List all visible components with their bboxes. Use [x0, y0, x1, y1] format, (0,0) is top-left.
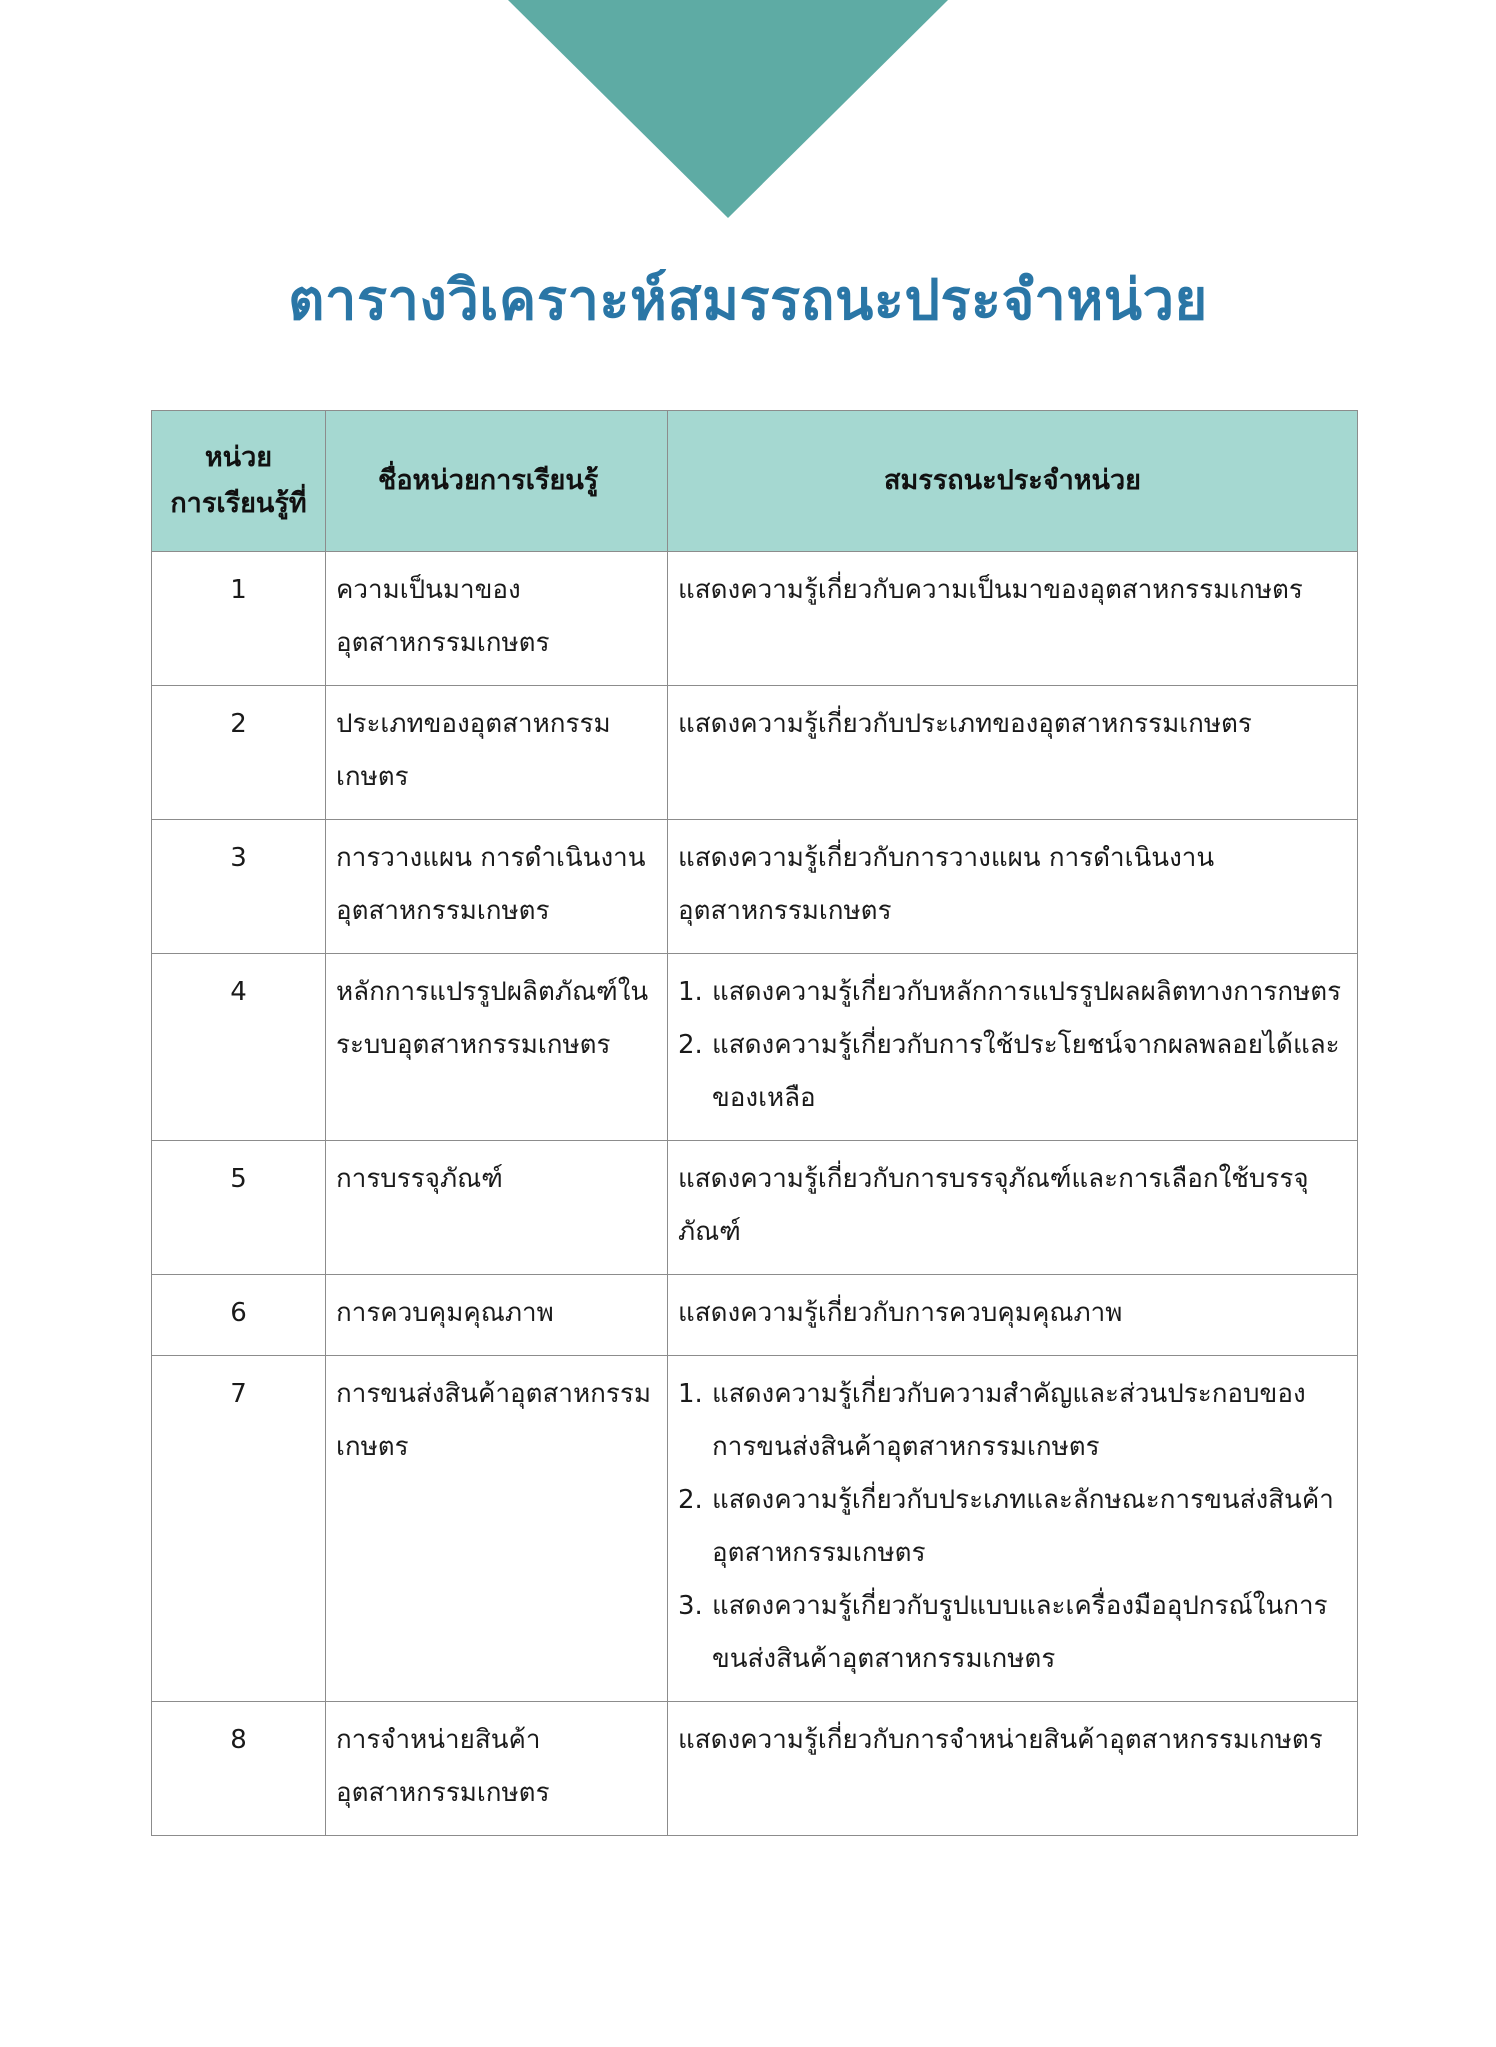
header-competency: สมรรถนะประจำหน่วย: [668, 411, 1358, 552]
unit-name-cell: ประเภทของอุตสาหกรรมเกษตร: [326, 686, 668, 820]
list-number: 2.: [678, 1485, 703, 1515]
unit-number-cell: 8: [152, 1702, 326, 1836]
unit-number-cell: 4: [152, 954, 326, 1141]
page-title: ตารางวิเคราะห์สมรรถนะประจำหน่วย: [288, 268, 1208, 333]
triangle-shape: [508, 0, 948, 218]
competency-text: แสดงความรู้เกี่ยวกับรูปแบบและเครื่องมืออุปกรณ์ในการขนส่งสินค้าอุตสาหกรรมเกษตร: [712, 1591, 1328, 1674]
competency-cell: [668, 954, 1358, 1141]
competency-table: [151, 410, 1358, 1836]
table-row: [152, 552, 1358, 686]
unit-name-cell: การจำหน่ายสินค้าอุตสาหกรรมเกษตร: [326, 1702, 668, 1836]
competency-text: แสดงความรู้เกี่ยวกับความสำคัญและส่วนประกอบของการขนส่งสินค้าอุตสาหกรรมเกษตร: [712, 1379, 1306, 1462]
header-unit-number: [152, 411, 326, 552]
list-number: 1.: [678, 1379, 703, 1409]
competency-list: [678, 1368, 1347, 1686]
competency-text: แสดงความรู้เกี่ยวกับประเภทของอุตสาหกรรมเกษตร: [678, 709, 1252, 739]
competency-text: แสดงความรู้เกี่ยวกับความเป็นมาของอุตสาหกรรมเกษตร: [678, 575, 1303, 605]
competency-cell: [668, 1141, 1358, 1275]
competency-cell: [668, 552, 1358, 686]
table-row: [152, 1275, 1358, 1356]
unit-name-cell: การบรรจุภัณฑ์: [326, 1141, 668, 1275]
unit-name-cell: หลักการแปรรูปผลิตภัณฑ์ในระบบอุตสาหกรรมเกษตร: [326, 954, 668, 1141]
unit-name-cell: การขนส่งสินค้าอุตสาหกรรมเกษตร: [326, 1356, 668, 1702]
table-row: [152, 686, 1358, 820]
unit-number-cell: 6: [152, 1275, 326, 1356]
competency-text: แสดงความรู้เกี่ยวกับการบรรจุภัณฑ์และการเลือกใช้บรรจุภัณฑ์: [678, 1164, 1309, 1247]
competency-list-item: [678, 1019, 1347, 1125]
list-number: 3.: [678, 1591, 703, 1621]
competency-cell: [668, 820, 1358, 954]
decorative-triangle: [0, 0, 1496, 220]
header-unit-line1: หน่วย: [204, 442, 273, 473]
unit-number-cell: 5: [152, 1141, 326, 1275]
table-row: [152, 954, 1358, 1141]
unit-number-cell: 1: [152, 552, 326, 686]
competency-text: แสดงความรู้เกี่ยวกับหลักการแปรรูปผลผลิตทางการกษตร: [712, 977, 1342, 1007]
competency-list-item: [678, 966, 1347, 1019]
table-row: [152, 1356, 1358, 1702]
competency-list-item: [678, 1474, 1347, 1580]
table-body: [152, 552, 1358, 1836]
competency-cell: [668, 1356, 1358, 1702]
table-row: [152, 820, 1358, 954]
list-number: 2.: [678, 1030, 703, 1060]
unit-name-cell: การวางแผน การดำเนินงานอุตสาหกรรมเกษตร: [326, 820, 668, 954]
list-number: 1.: [678, 977, 703, 1007]
competency-text: แสดงความรู้เกี่ยวกับการใช้ประโยชน์จากผลพลอยได้และของเหลือ: [712, 1030, 1340, 1113]
competency-text: แสดงความรู้เกี่ยวกับการวางแผน การดำเนินงานอุตสาหกรรมเกษตร: [678, 843, 1215, 926]
competency-list-item: [678, 1580, 1347, 1686]
header-unit-line2: การเรียนรู้ที่: [170, 488, 307, 519]
table-header-row: [152, 411, 1358, 552]
unit-number-cell: 3: [152, 820, 326, 954]
unit-name-cell: ความเป็นมาของอุตสาหกรรมเกษตร: [326, 552, 668, 686]
competency-cell: [668, 1275, 1358, 1356]
table-row: [152, 1141, 1358, 1275]
competency-list-item: [678, 1368, 1347, 1474]
unit-number-cell: 2: [152, 686, 326, 820]
competency-text: แสดงความรู้เกี่ยวกับการควบคุมคุณภาพ: [678, 1298, 1123, 1328]
competency-cell: [668, 1702, 1358, 1836]
competency-text: แสดงความรู้เกี่ยวกับการจำหน่ายสินค้าอุตสาหกรรมเกษตร: [678, 1725, 1323, 1755]
table-row: [152, 1702, 1358, 1836]
competency-text: แสดงความรู้เกี่ยวกับประเภทและลักษณะการขนส่งสินค้าอุตสาหกรรมเกษตร: [712, 1485, 1334, 1568]
unit-number-cell: 7: [152, 1356, 326, 1702]
unit-name-cell: การควบคุมคุณภาพ: [326, 1275, 668, 1356]
competency-cell: [668, 686, 1358, 820]
competency-list: [678, 966, 1347, 1125]
header-unit-name: ชื่อหน่วยการเรียนรู้: [326, 411, 668, 552]
